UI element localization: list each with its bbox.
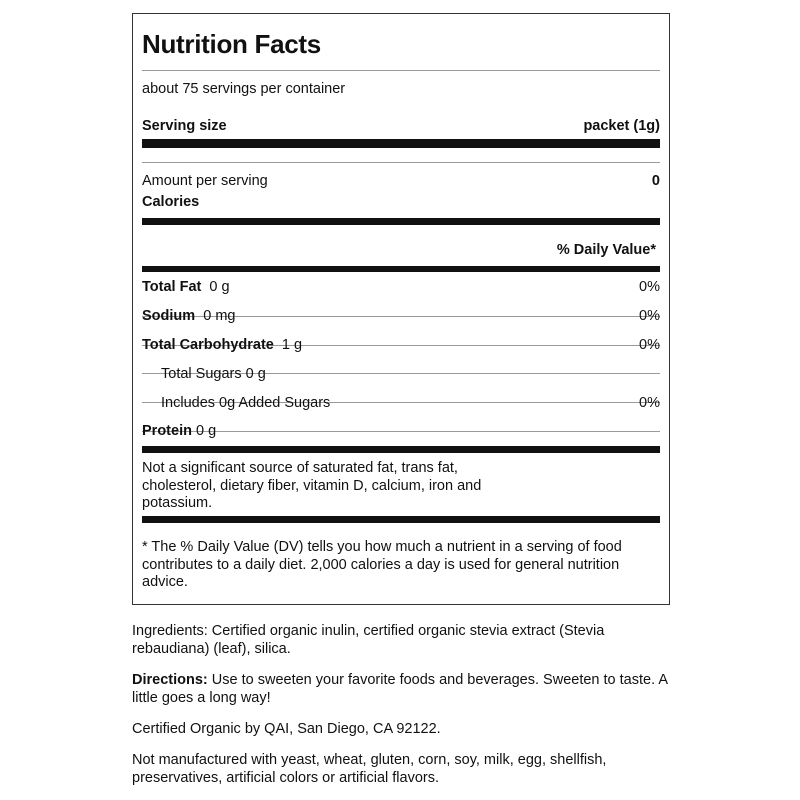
nutrient-name: Sodium xyxy=(142,308,196,324)
thick-divider xyxy=(142,446,660,453)
nutrient-dv: 0% xyxy=(639,279,660,295)
nutrient-amount: 0 mg xyxy=(203,308,236,324)
thick-divider xyxy=(142,139,660,148)
not-significant-note: Not a significant source of saturated fat, trans fat, cholesterol, dietary fiber, vitamin D, calcium, iron and potassium. xyxy=(142,460,482,511)
nutrient-name: Protein xyxy=(142,423,192,439)
thick-divider xyxy=(142,266,660,272)
calories-label: Calories xyxy=(142,194,200,210)
ingredients: Ingredients: Certified organic inulin, certified organic stevia extract (Stevia rebaudiana) (leaf), silica. xyxy=(132,623,605,657)
daily-value-header-row xyxy=(142,242,660,258)
calories-row xyxy=(142,194,660,210)
certification: Certified Organic by QAI, San Diego, CA 92122. xyxy=(132,721,441,737)
divider xyxy=(142,162,660,163)
servings-per-container: about 75 servings per container xyxy=(142,81,346,97)
nutrient-row-protein xyxy=(142,423,660,439)
divider xyxy=(142,70,660,71)
serving-size-label: Serving size xyxy=(142,118,227,134)
nutrient-name: Total Carbohydrate xyxy=(142,337,274,353)
label-title: Nutrition Facts xyxy=(142,29,321,59)
serving-size-row xyxy=(142,118,660,134)
directions-text: Use to sweeten your favorite foods and beverages. Sweeten to taste. A little goes a long way! xyxy=(132,672,668,706)
daily-value-header: % Daily Value* xyxy=(556,242,656,258)
allergen-statement: Not manufactured with yeast, wheat, gluten, corn, soy, milk, egg, shellfish, preservatives, artificial colors or artificial flavors. xyxy=(132,752,607,786)
directions-label: Directions: xyxy=(132,672,208,688)
thick-divider xyxy=(142,516,660,523)
directions xyxy=(132,672,672,707)
serving-size-value: packet (1g) xyxy=(583,118,660,134)
nutrient-dv: 0% xyxy=(639,308,660,324)
nutrient-row-total-sugars xyxy=(142,366,660,382)
nutrition-facts-label xyxy=(132,13,670,605)
nutrient-row-total-fat xyxy=(142,279,660,295)
nutrient-row-sodium xyxy=(142,308,660,324)
calories-value: 0 xyxy=(651,173,660,189)
amount-row xyxy=(142,173,660,189)
nutrient-amount: 0 g xyxy=(209,279,230,295)
thick-divider xyxy=(142,218,660,225)
daily-value-footnote: * The % Daily Value (DV) tells you how much a nutrient in a serving of food contributes to a daily diet. 2,000 calories a day is used for general nutrition advice. xyxy=(142,539,622,590)
nutrient-amount: 1 g xyxy=(281,337,303,353)
nutrient-amount: 0 g xyxy=(195,423,217,439)
nutrient-name: Total Sugars 0 g xyxy=(161,366,266,382)
nutrient-dv: 0% xyxy=(639,337,660,353)
nutrient-name: Total Fat xyxy=(142,279,202,295)
amount-per-serving: Amount per serving xyxy=(142,173,268,189)
nutrient-row-total-carbohydrate xyxy=(142,337,660,353)
servings-row xyxy=(142,81,660,97)
nutrient-dv: 0% xyxy=(639,395,660,411)
nutrient-row-added-sugars xyxy=(142,395,660,411)
nutrient-name: Includes 0g Added Sugars xyxy=(161,395,331,411)
